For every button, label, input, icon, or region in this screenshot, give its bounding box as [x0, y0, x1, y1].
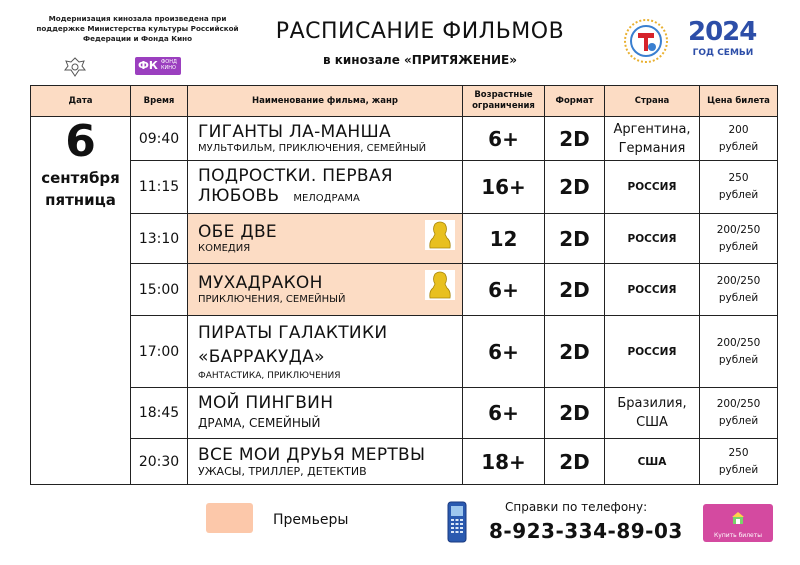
session-time: 15:00: [131, 264, 188, 316]
table-row: [31, 117, 778, 161]
price-unit: рублей: [718, 353, 759, 366]
price: [700, 264, 778, 316]
session-time: 11:15: [131, 161, 188, 214]
cinema-logo-icon: [622, 17, 670, 65]
session-time: 09:40: [131, 117, 188, 161]
session-time: 17:00: [131, 316, 188, 388]
film-title-line-2: [198, 186, 462, 209]
fond-kino-logo: [135, 57, 181, 75]
date-weekday: пятница: [45, 191, 116, 209]
country-line-2: Германия: [618, 140, 686, 156]
age-rating: 6+: [463, 117, 545, 161]
ticket-icon: [730, 510, 746, 526]
film-title-line-2: «БАРРАКУДА»: [198, 346, 325, 367]
cinema-subtitle: в кинозале «ПРИТЯЖЕНИЕ»: [322, 53, 517, 67]
age-rating: 12: [463, 214, 545, 264]
table-row: [31, 161, 778, 214]
session-time: 18:45: [131, 388, 188, 439]
buy-tickets-label: Купить билеты: [714, 532, 762, 539]
price: [700, 388, 778, 439]
country: РОССИЯ: [605, 264, 700, 316]
format: 2D: [545, 264, 605, 316]
col-price: Цена билета: [700, 86, 778, 117]
price: [700, 214, 778, 264]
date-day: 6: [65, 116, 96, 167]
price: [700, 117, 778, 161]
premiere-legend-swatch: [206, 503, 253, 533]
country: РОССИЯ: [605, 214, 700, 264]
country: РОССИЯ: [605, 161, 700, 214]
price-value: 200/250: [716, 274, 761, 287]
age-rating: 6+: [463, 264, 545, 316]
phone-number: 8-923-334-89-03: [489, 519, 683, 543]
price-value: 200/250: [716, 398, 761, 410]
price-unit: рублей: [718, 415, 759, 427]
year-logo-number: 2024: [688, 17, 757, 47]
price-unit: рублей: [718, 189, 759, 201]
fk-logo-small-text: ФОНД КИНО: [161, 59, 177, 71]
film-cell: [188, 439, 463, 485]
film-genre: ФАНТАСТИКА, ПРИКЛЮЧЕНИЯ: [198, 370, 341, 381]
schedule-table: [30, 85, 778, 485]
table-row: [31, 264, 778, 316]
premiere-legend-label: Премьеры: [273, 512, 349, 528]
col-film: Наименование фильма, жанр: [188, 86, 463, 117]
film-title: МОЙ ПИНГВИН: [198, 393, 334, 413]
year-logo-caption: ГОД СЕМЬИ: [692, 48, 754, 58]
price-unit: рублей: [718, 140, 759, 153]
format: 2D: [545, 388, 605, 439]
film-cell: [188, 117, 463, 161]
page-title: РАСПИСАНИЕ ФИЛЬМОВ: [275, 19, 565, 44]
price-value: 200/250: [716, 336, 761, 349]
price-value: 250: [728, 172, 749, 184]
age-rating: 16+: [463, 161, 545, 214]
price-value: 200: [728, 123, 749, 136]
format: 2D: [545, 439, 605, 485]
format: 2D: [545, 316, 605, 388]
pushkin-bust-icon: [425, 270, 455, 300]
film-cell: [188, 388, 463, 439]
film-genre: ПРИКЛЮЧЕНИЯ, СЕМЕЙНЫЙ: [198, 293, 346, 305]
film-title: ОБЕ ДВЕ: [198, 221, 277, 242]
pushkin-bust-icon: [425, 220, 455, 250]
age-rating: 6+: [463, 388, 545, 439]
sponsor-text: Модернизация кинозала произведена при поддержке Министерства культуры Российской Федерации и Фонда Кино: [36, 14, 239, 43]
country: [605, 388, 700, 439]
help-phone-label: Справки по телефону:: [505, 500, 648, 514]
price: [700, 439, 778, 485]
film-title: ПОДРОСТКИ. ПЕРВАЯ: [198, 165, 393, 186]
col-date: Дата: [31, 86, 131, 117]
date-month: сентября: [41, 169, 120, 187]
country-line-2: США: [636, 415, 668, 430]
price: [700, 161, 778, 214]
fk-logo-text: ФК: [138, 59, 158, 72]
table-row: [31, 388, 778, 439]
film-cell-premiere: [188, 214, 463, 264]
table-row: [31, 214, 778, 264]
price-value: 200/250: [716, 223, 761, 236]
price: [700, 316, 778, 388]
film-cell: [188, 316, 463, 388]
format: 2D: [545, 117, 605, 161]
session-time: 20:30: [131, 439, 188, 485]
country: США: [605, 439, 700, 485]
film-genre: КОМЕДИЯ: [198, 242, 251, 254]
table-header-row: [31, 86, 778, 117]
format: 2D: [545, 214, 605, 264]
country-line-1: Аргентина,: [613, 121, 691, 137]
film-title: ПИРАТЫ ГАЛАКТИКИ: [198, 322, 388, 343]
film-cell-premiere: [188, 264, 463, 316]
col-country: Страна: [605, 86, 700, 117]
film-genre: ДРАМА, СЕМЕЙНЫЙ: [198, 416, 321, 430]
country-line-1: Бразилия,: [617, 396, 687, 411]
film-genre: МУЛЬТФИЛЬМ, ПРИКЛЮЧЕНИЯ, СЕМЕЙНЫЙ: [198, 142, 427, 154]
country: РОССИЯ: [605, 316, 700, 388]
date-cell: [31, 117, 131, 485]
price-unit: рублей: [718, 463, 759, 476]
film-title: ГИГАНТЫ ЛА-МАНША: [198, 121, 391, 142]
session-time: 13:10: [131, 214, 188, 264]
film-title-line-2-text: ЛЮБОВЬ: [198, 185, 280, 206]
age-rating: 18+: [463, 439, 545, 485]
table-row: [31, 439, 778, 485]
film-title: ВСЕ МОИ ДРУЬЯ МЕРТВЫ: [198, 444, 426, 465]
format: 2D: [545, 161, 605, 214]
price-value: 250: [728, 446, 749, 459]
table-row: [31, 316, 778, 388]
col-format: Формат: [545, 86, 605, 117]
film-title: МУХАДРАКОН: [198, 272, 323, 293]
film-genre: МЕЛОДРАМА: [293, 192, 360, 204]
mobile-phone-icon: [444, 500, 470, 544]
country: [605, 117, 700, 161]
buy-tickets-button[interactable]: [703, 504, 773, 542]
col-time: Время: [131, 86, 188, 117]
price-unit: рублей: [718, 240, 759, 253]
col-age: Возрастные ограничения: [463, 86, 545, 117]
price-unit: рублей: [718, 291, 759, 304]
film-cell: [188, 161, 463, 214]
ministry-crest-icon: [62, 56, 88, 78]
film-genre: УЖАСЫ, ТРИЛЛЕР, ДЕТЕКТИВ: [198, 464, 367, 478]
age-rating: 6+: [463, 316, 545, 388]
year-of-family-logo: [688, 18, 758, 58]
